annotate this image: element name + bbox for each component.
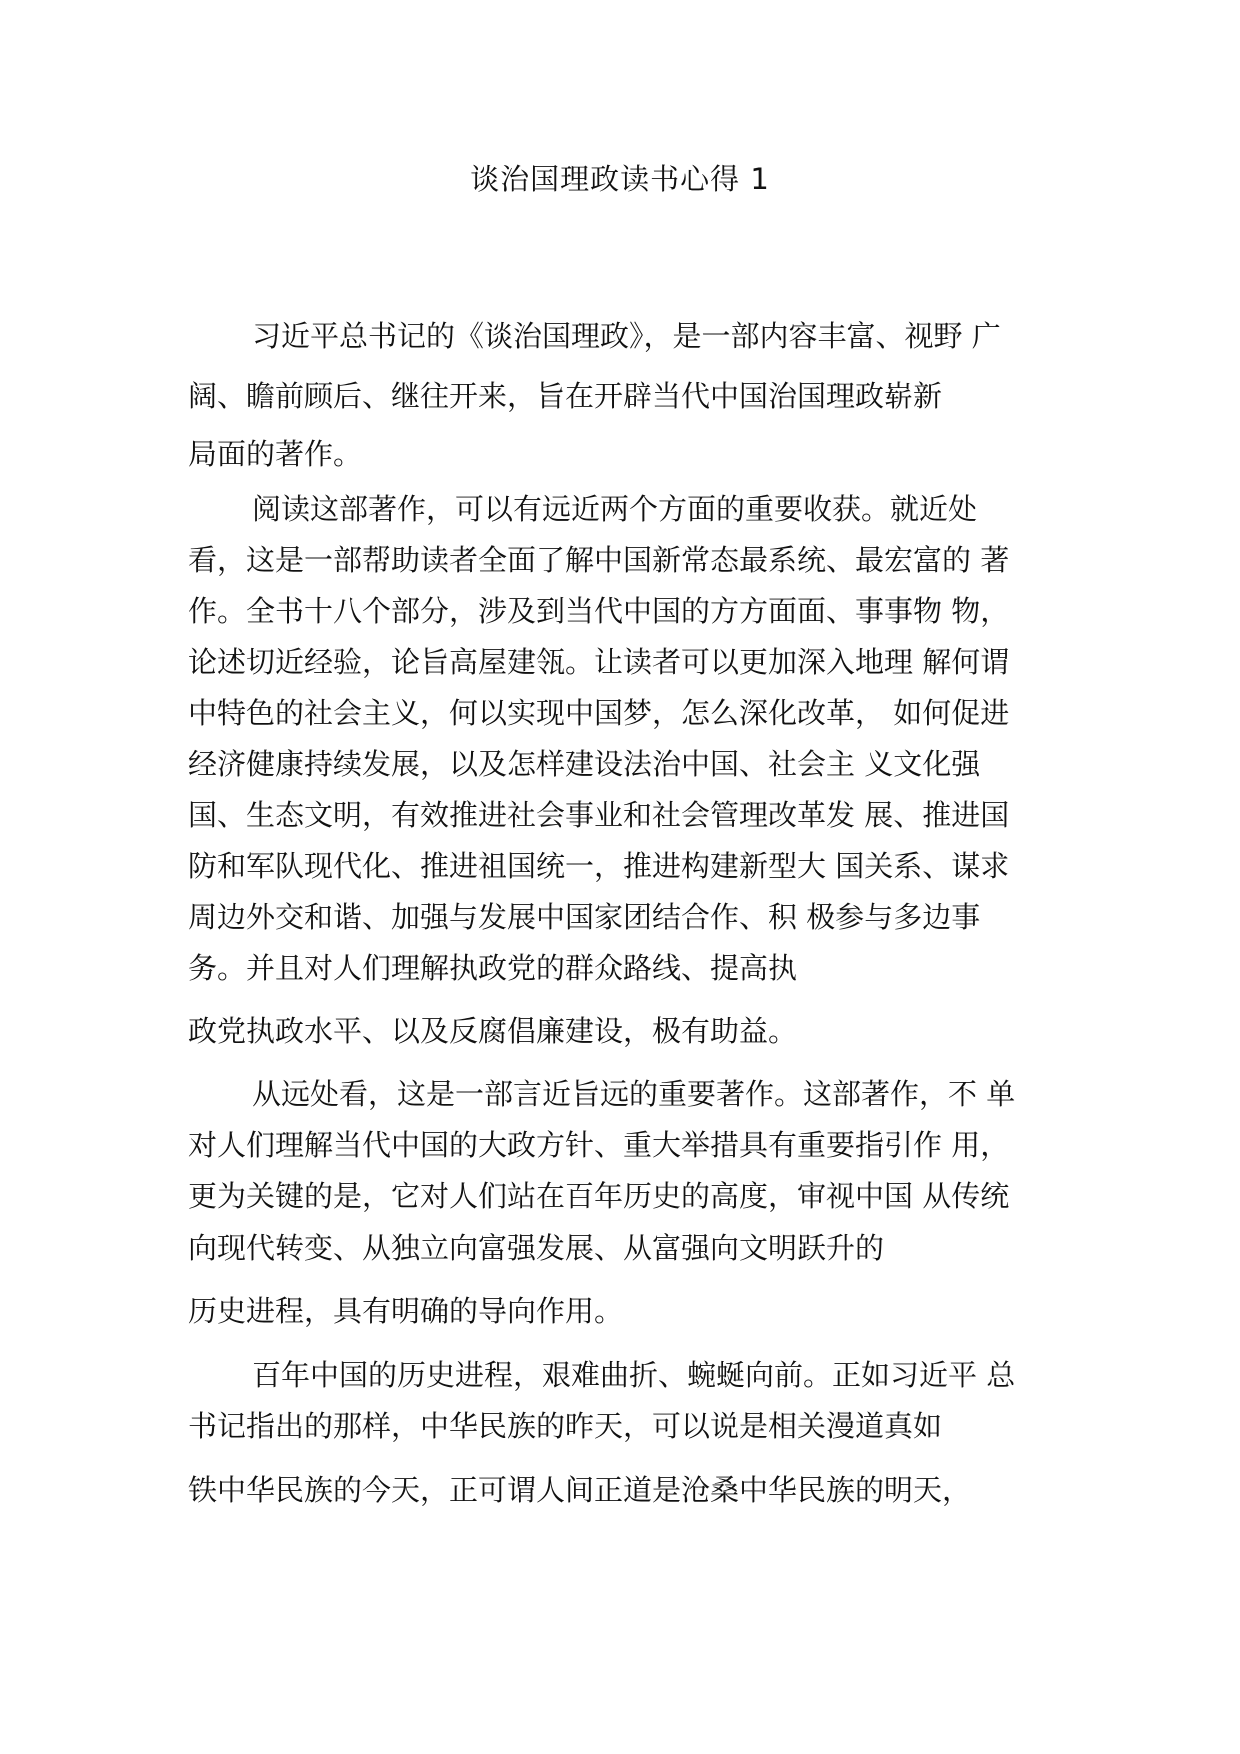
- paragraph-2-line-9: 周边外交和谐、加强与发展中国家团结合作、积 极参与多边事: [188, 900, 981, 934]
- paragraph-2-line-6: 经济健康持续发展，以及怎样建设法治中国、社会主 义文化强: [188, 747, 981, 781]
- document-title: 谈治国理政读书心得 1: [470, 162, 770, 196]
- paragraph-2-line-8: 防和军队现代化、推进祖国统一，推进构建新型大 国关系、谋求: [188, 849, 1010, 883]
- paragraph-4-line-1: 百年中国的历史进程，艰难曲折、蜿蜒向前。正如习近平 总: [252, 1358, 1016, 1392]
- paragraph-4-line-3: 铁中华民族的今天，正可谓人间正道是沧桑中华民族的明天，: [188, 1473, 972, 1507]
- paragraph-2-line-7: 国、生态文明，有效推进社会事业和社会管理改革发 展、推进国: [188, 798, 1010, 832]
- paragraph-2-line-4: 论述切近经验，论旨高屋建瓴。让读者可以更加深入地理 解何谓: [188, 645, 1010, 679]
- paragraph-2-line-3: 作。全书十八个部分，涉及到当代中国的方方面面、事事物 物，: [188, 594, 1010, 628]
- paragraph-4-line-2: 书记指出的那样，中华民族的昨天，可以说是相关漫道真如: [188, 1409, 943, 1443]
- paragraph-3-line-4: 向现代转变、从独立向富强发展、从富强向文明跃升的: [188, 1231, 885, 1265]
- paragraph-2-line-10: 务。并且对人们理解执政党的群众路线、提高执: [188, 951, 798, 985]
- paragraph-3-line-3: 更为关键的是，它对人们站在百年历史的高度，审视中国 从传统: [188, 1179, 1010, 1213]
- paragraph-1-line-3: 局面的著作。: [188, 437, 363, 471]
- paragraph-1-line-1: 习近平总书记的《谈治国理政》，是一部内容丰富、视野 广: [252, 319, 1001, 353]
- paragraph-1-line-2: 阔、瞻前顾后、继往开来，旨在开辟当代中国治国理政崭新: [188, 379, 943, 413]
- paragraph-3-line-1: 从远处看，这是一部言近旨远的重要著作。这部著作，不 单: [252, 1077, 1016, 1111]
- paragraph-2-line-5: 中特色的社会主义，何以实现中国梦，怎么深化改革， 如何促进: [188, 696, 1010, 730]
- paragraph-2-line-1: 阅读这部著作，可以有远近两个方面的重要收获。就近处: [252, 492, 978, 526]
- paragraph-3-line-5: 历史进程，具有明确的导向作用。: [188, 1294, 624, 1328]
- paragraph-2-line-2: 看，这是一部帮助读者全面了解中国新常态最系统、最宏富的 著: [188, 543, 1010, 577]
- paragraph-3-line-2: 对人们理解当代中国的大政方针、重大举措具有重要指引作 用，: [188, 1128, 1010, 1162]
- paragraph-2-line-11: 政党执政水平、以及反腐倡廉建设，极有助益。: [188, 1014, 798, 1048]
